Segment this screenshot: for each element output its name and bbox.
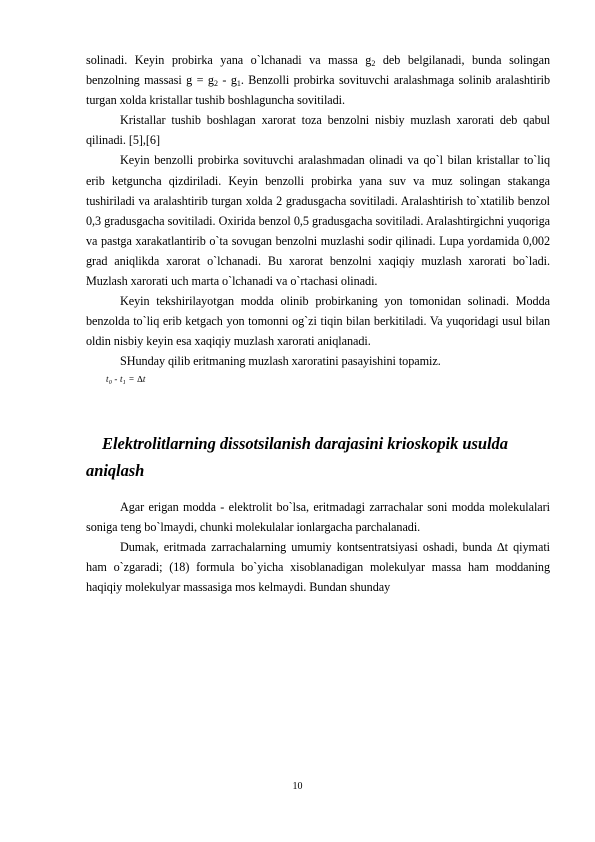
- section-heading: Elektrolitlarning dissotsilanish darajasini krioskopik usulda aniqlash: [86, 433, 508, 480]
- freezing-point-formula: $t_0 - t_1 = \Delta t$: [106, 373, 146, 386]
- document-body: [86, 50, 550, 597]
- paragraph-6: Agar erigan modda - elektrolit bo`lsa, eritmadagi zarrachalar soni modda molekulalari soniga teng bo`lmaydi, chunki molekulalar ionlargacha parchalanadi.: [86, 499, 550, 534]
- paragraph-2: Kristallar tushib boshlagan xarorat toza benzolni nisbiy muzlash xarorati deb qabul qilinadi. [5],[6]: [86, 113, 550, 148]
- paragraph-5: SHunday qilib eritmaning muzlash xaroratini pasayishini topamiz.: [120, 354, 441, 369]
- paragraph-7: Dumak, eritmada zarrachalarning umumiy kontsentratsiyasi oshadi, bunda ∆t qiymati ham o`zgaradi; (18) formula bo`yicha xisoblanadigan molekulyar massa ham moddaning haqiqiy molekulyar massasiga mos kelmaydi. Bundan shunday: [86, 539, 550, 594]
- paragraph-1: solinadi. Keyin probirka yana o`lchanadi va massa $g_2$ deb belgilanadi, bunda solingan benzolning massasi $g = g_2 - g_1$. Benzolli probirka sovituvchi aralashmaga solinib aralashtirib turgan xolda kristallar tushib boshlaguncha sovitiladi.: [86, 53, 551, 108]
- paragraph-4: Keyin tekshirilayotgan modda olinib probirkaning yon tomonidan solinadi. Modda benzolda to`liq erib ketgach yon tomonni og`zi tiqin bilan berkitiladi. Va yuqoridagi usul bilan oldin nisbiy keyin esa xaqiqiy muzlash xarorati aniqlanadi.: [86, 294, 550, 349]
- paragraph-3: Keyin benzolli probirka sovituvchi aralashmadan olinadi va qo`l bilan kristallar to`liq erib ketguncha qizdiriladi. Keyin benzolli probirka yana suv va muz solingan stakanga tushiriladi va aralashtirib turgan xolda 2 gradusgacha sovitiladi. Aralashtirish to`xtatilib benzol 0,3 gradusgacha sovitiladi. Oxirida benzol 0,5 gradusgacha sovitiladi. Aralashtirgichni yuqoriga va pastga xarakatlantirib o`ta sovugan benzolni muzlashi sodir qilinadi. Lupa yordamida 0,002 grad aniqlikda xarorat o`lchanadi. Bu xarorat benzolni xaqiqiy muzlash xarorati bo`ladi. Muzlash xarorati uch marta o`lchanadi va o`rtachasi olinadi.: [86, 153, 550, 289]
- page-number: 10: [292, 781, 303, 792]
